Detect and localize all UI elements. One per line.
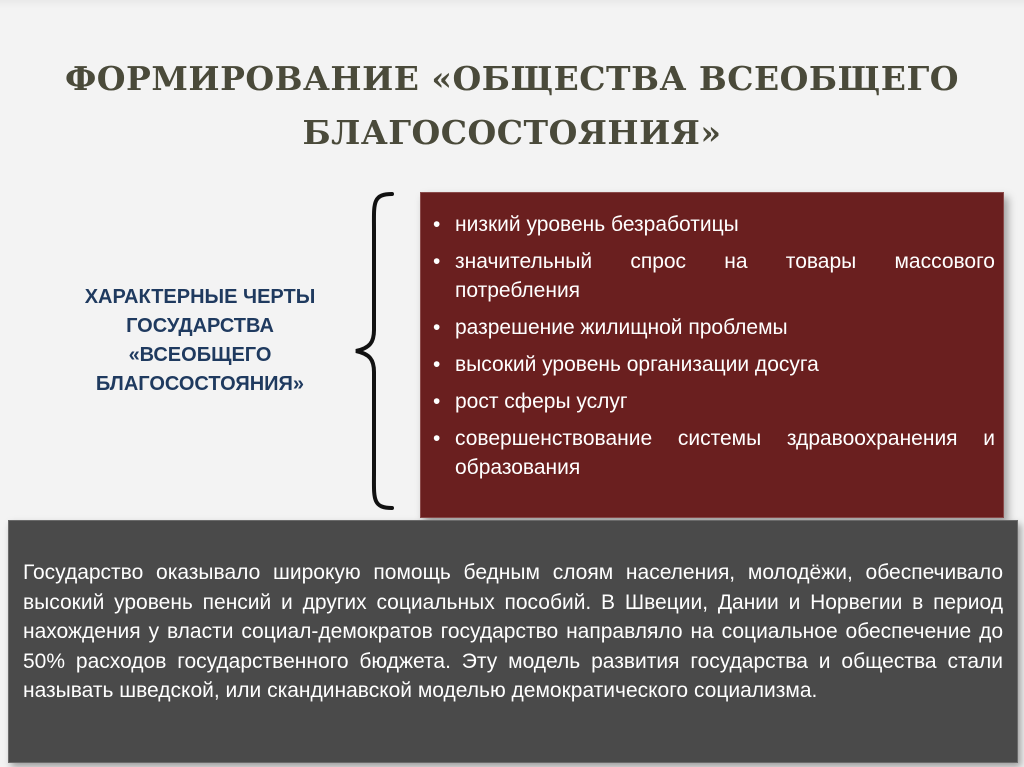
bullet-icon: • bbox=[433, 250, 441, 273]
curly-brace-icon bbox=[350, 190, 410, 512]
characteristics-label bbox=[40, 283, 360, 399]
feature-item bbox=[433, 350, 995, 379]
features-list bbox=[433, 210, 995, 482]
description-text: Государство оказывало широкую помощь бедным слоям населения, молодёжи, обеспечивало высокий уровень пенсий и других социальных пособий. В Швеции, Дании и Норвегии в период нахождения у власти социал-демократов государство направляло на социальное обеспечение до 50% расходов государственного бюджета. Эту модель развития государства и общества стали называть шведской, или скандинавской моделью демократического социализма. bbox=[23, 561, 1003, 702]
bullet-icon: • bbox=[433, 427, 441, 450]
bullet-icon: • bbox=[433, 353, 441, 376]
slide-title-line-1: ФОРМИРОВАНИЕ «ОБЩЕСТВА ВСЕОБЩЕГО bbox=[65, 59, 959, 98]
feature-item bbox=[433, 247, 995, 305]
feature-text: совершенствование системы здравоохранения и образования bbox=[455, 427, 995, 479]
characteristics-label-line-3: «ВСЕОБЩЕГО bbox=[128, 344, 272, 366]
feature-item bbox=[433, 210, 995, 239]
feature-item bbox=[433, 424, 995, 482]
slide-title bbox=[0, 52, 1024, 160]
characteristics-label-line-4: БЛАГОСОСТОЯНИЯ» bbox=[95, 373, 305, 395]
bullet-icon: • bbox=[433, 390, 441, 413]
feature-text: высокий уровень организации досуга bbox=[455, 353, 819, 376]
feature-text: низкий уровень безработицы bbox=[455, 213, 739, 236]
feature-item bbox=[433, 387, 995, 416]
feature-text: рост сферы услуг bbox=[455, 390, 628, 413]
bullet-icon: • bbox=[433, 316, 441, 339]
feature-item bbox=[433, 313, 995, 342]
feature-text: разрешение жилищной проблемы bbox=[455, 316, 788, 339]
description-panel bbox=[8, 520, 1018, 763]
features-panel bbox=[420, 192, 1004, 518]
characteristics-label-line-1: ХАРАКТЕРНЫЕ ЧЕРТЫ bbox=[84, 286, 316, 308]
slide-title-line-2: БЛАГОСОСТОЯНИЯ» bbox=[302, 113, 722, 152]
characteristics-label-line-2: ГОСУДАРСТВА bbox=[126, 315, 274, 337]
feature-text: значительный спрос на товары массового потребления bbox=[455, 250, 995, 302]
top-shadow-bar bbox=[0, 0, 1024, 8]
bullet-icon: • bbox=[433, 213, 441, 236]
